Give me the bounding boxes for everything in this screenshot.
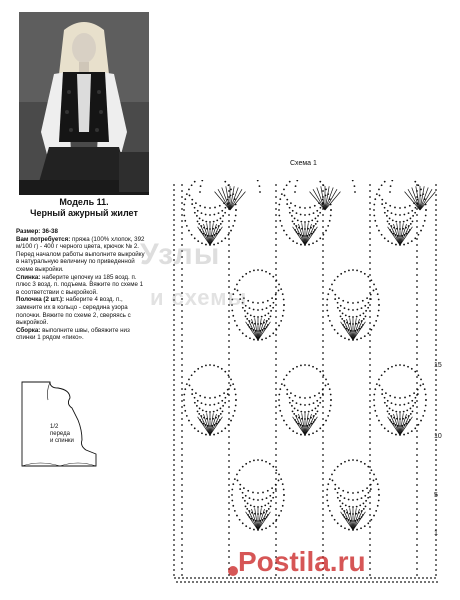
- row-number-10: 10: [434, 433, 442, 440]
- intro-text: Перед началом работы выполните выкройку в натуральную величину по приведенной схеме выкройки.: [16, 250, 145, 273]
- row-number-1: 1: [434, 530, 438, 537]
- scheme-title: Схема 1: [290, 160, 317, 167]
- watermark-dot-icon: [228, 566, 238, 576]
- size-value: 36-38: [42, 228, 58, 235]
- size-label: Размер:: [16, 228, 41, 235]
- back-label: Спинка:: [16, 273, 41, 281]
- model-photo: [19, 12, 149, 195]
- row-number-5: 5: [434, 492, 438, 499]
- assembly-value: выполните швы, обвяжите низ спинки 1 рядом «пико».: [16, 326, 130, 342]
- front-value: наберите 4 возд. п., замкните их в кольцо - середина узора полочки. Вяжите по схеме 2, сверяясь с выкройкой.: [16, 296, 131, 327]
- materials-label: Вам потребуется:: [16, 235, 71, 243]
- watermark-text-c: Postila.ru: [238, 546, 366, 577]
- row-number-15: 15: [434, 362, 442, 369]
- model-photo-illustration: [19, 12, 149, 195]
- model-caption: [19, 197, 149, 219]
- model-title-line2: Черный ажурный жилет: [30, 208, 138, 218]
- materials-value: пряжа (100% хлопок, 392 м/100 г) - 400 г черного цвета, крючок № 2.: [16, 235, 145, 251]
- pattern-piece-label: [50, 424, 90, 445]
- instructions-text: [16, 228, 148, 342]
- assembly-label: Сборка:: [16, 326, 41, 334]
- piece-label-line2: переда: [50, 431, 70, 437]
- piece-label-line3: и спинки: [50, 438, 74, 444]
- watermark-text-a: Узлы: [140, 238, 221, 271]
- piece-label-line1: 1/2: [50, 424, 59, 430]
- front-label: Полочка (2 шт.):: [16, 296, 65, 304]
- model-title-line1: Модель 11.: [59, 197, 109, 207]
- watermark-text-b: и схемы: [150, 285, 248, 310]
- back-value: наберите цепочку из 185 возд. п. плюс 3 возд. п. подъема. Вяжите по схеме 1 в соответствии с выкройкой.: [16, 273, 144, 296]
